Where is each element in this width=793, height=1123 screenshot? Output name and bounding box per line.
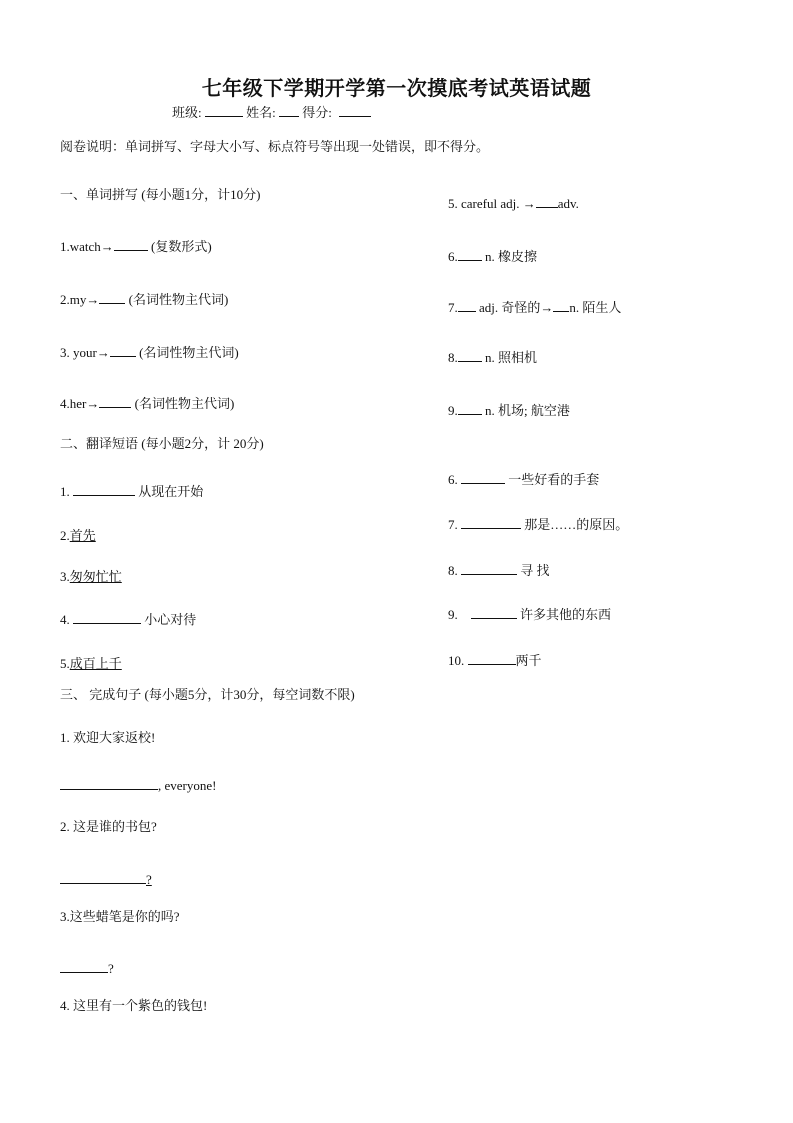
list-item	[448, 297, 621, 316]
item-text: 一些好看的手套	[505, 472, 600, 487]
question-text: 3.这些蜡笔是你的吗?	[60, 909, 180, 924]
grading-instructions: 阅卷说明：单词拼写、字母大小写、标点符号等出现一处错误，即不得分。	[60, 139, 490, 154]
item-text: (名词性物主代词)	[131, 396, 235, 411]
item-text: (名词性物主代词)	[135, 345, 239, 360]
item-text: 匆匆忙忙	[69, 569, 122, 584]
item-text: 5.	[60, 656, 70, 671]
item-text: (复数形式)	[147, 239, 212, 254]
score-blank	[339, 104, 371, 117]
item-text: , everyone!	[158, 778, 217, 793]
item-text: 那是……的原因。	[521, 517, 629, 532]
section1-heading: 一、单词拼写 (每小题1分，计10分)	[60, 187, 261, 202]
answer-blank	[468, 652, 516, 665]
answer-blank	[536, 195, 558, 208]
list-item	[448, 246, 537, 265]
answer-blank	[114, 238, 148, 251]
item-text: 许多其他的东西	[516, 607, 612, 622]
list-item	[60, 566, 122, 585]
student-info-line	[172, 102, 371, 121]
answer-blank	[73, 611, 141, 624]
list-item	[60, 289, 228, 308]
answer-blank	[458, 299, 476, 312]
answer-line	[60, 777, 216, 794]
answer-blank	[458, 349, 482, 362]
answer-blank	[458, 402, 482, 415]
answer-blank	[60, 777, 158, 790]
answer-blank	[471, 606, 517, 619]
item-text: 首先	[69, 528, 96, 543]
question-text: 1. 欢迎大家返校!	[60, 730, 156, 745]
item-text: 10.	[448, 653, 468, 668]
page-title: 七年级下学期开学第一次摸底考试英语试题	[201, 78, 592, 100]
answer-blank	[60, 871, 146, 884]
class-blank	[205, 104, 243, 117]
item-text: 7.	[448, 517, 461, 532]
name-blank	[279, 104, 299, 117]
item-text: 4.her→	[60, 396, 100, 411]
item-text: 两千	[515, 653, 542, 668]
answer-line	[60, 960, 114, 977]
class-label: 班级:	[172, 105, 202, 120]
answer-blank	[553, 299, 569, 312]
item-text: 6.	[448, 472, 461, 487]
list-item	[60, 481, 203, 500]
list-item	[448, 604, 611, 623]
list-item	[60, 236, 212, 255]
list-item	[448, 650, 542, 669]
item-text: n. 机场; 航空港	[481, 403, 570, 418]
item-text: 成百上千	[69, 656, 122, 671]
item-text: 2.	[60, 528, 70, 543]
item-text: 寻 找	[517, 563, 550, 578]
question-text: 2. 这是谁的书包?	[60, 819, 157, 834]
item-text: 8.	[448, 350, 458, 365]
item-text: 从现在开始	[135, 484, 204, 499]
name-label: 姓名:	[246, 105, 276, 120]
item-text: (名词性物主代词)	[125, 292, 229, 307]
item-text: adv.	[557, 196, 579, 211]
item-text: 6.	[448, 249, 458, 264]
item-text: 9.	[448, 607, 471, 622]
item-text: n. 陌生人	[569, 300, 622, 315]
item-text: 9.	[448, 403, 458, 418]
list-item	[448, 560, 550, 579]
answer-blank	[461, 562, 517, 575]
item-text: 2.my→	[60, 292, 100, 307]
item-text: n. 橡皮擦	[481, 249, 538, 264]
list-item	[60, 653, 122, 672]
list-item	[60, 609, 196, 628]
list-item	[448, 195, 579, 212]
section3-heading: 三、 完成句子 (每小题5分，计30分，每空词数不限)	[60, 687, 355, 702]
answer-blank	[60, 960, 108, 973]
list-item	[448, 514, 628, 533]
question-text: 4. 这里有一个紫色的钱包!	[60, 998, 208, 1013]
answer-blank	[110, 344, 136, 357]
item-text: ?	[146, 872, 152, 887]
item-text: 1.	[60, 484, 73, 499]
list-item	[448, 400, 570, 419]
item-text: adj. 奇怪的→	[475, 300, 554, 315]
answer-blank	[73, 483, 135, 496]
list-item	[60, 342, 239, 361]
item-text: ?	[108, 961, 114, 976]
list-item	[448, 347, 537, 366]
answer-blank	[461, 516, 521, 529]
list-item	[60, 525, 96, 544]
answer-blank	[461, 471, 505, 484]
answer-blank	[99, 395, 131, 408]
item-text: 8.	[448, 563, 461, 578]
item-text: n. 照相机	[481, 350, 538, 365]
section2-heading: 二、翻译短语 (每小题2分，计 20分)	[60, 436, 264, 451]
item-text: 4.	[60, 612, 73, 627]
item-text: 7.	[448, 300, 458, 315]
answer-blank	[99, 291, 125, 304]
item-text: 3. your→	[60, 345, 110, 360]
item-text: 小心对待	[141, 612, 197, 627]
answer-line	[60, 871, 152, 888]
item-text: 1.watch→	[60, 239, 114, 254]
list-item	[60, 393, 234, 412]
list-item	[448, 469, 599, 488]
item-text: 3.	[60, 569, 70, 584]
score-label: 得分:	[302, 105, 332, 120]
item-text: 5. careful adj. →	[448, 196, 536, 211]
answer-blank	[458, 248, 482, 261]
